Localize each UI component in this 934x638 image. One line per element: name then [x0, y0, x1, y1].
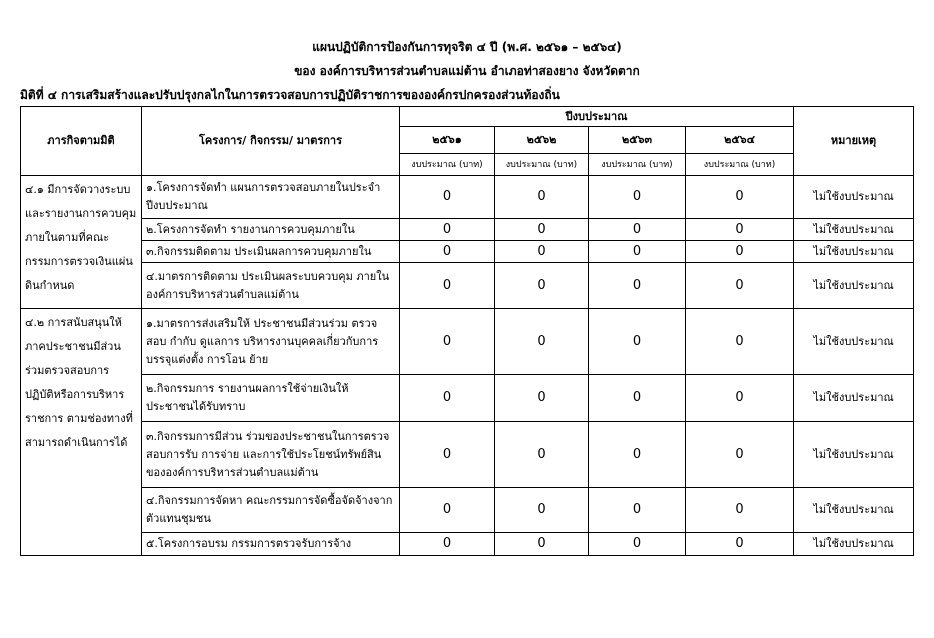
budget-value: 0: [686, 488, 794, 533]
table-row: [21, 176, 914, 219]
budget-value: 0: [589, 375, 686, 422]
budget-value: 0: [589, 176, 686, 219]
budget-value: 0: [495, 488, 589, 533]
budget-value: 0: [400, 533, 495, 556]
note-cell: ไม่ใช้งบประมาณ: [794, 533, 914, 556]
table-row: [21, 263, 914, 309]
table-row: [21, 219, 914, 241]
budget-value: 0: [589, 488, 686, 533]
budget-value: 0: [495, 375, 589, 422]
header-year: ๒๕๖๒: [495, 127, 589, 154]
header-year: ๒๕๖๑: [400, 127, 495, 154]
budget-value: 0: [400, 176, 495, 219]
project-cell: ๑.มาตรการส่งเสริมให้ ประชาชนมีส่วนร่วม ตรวจสอบ กำกับ ดูแลการ บริหารงานบุคคลเกี่ยวกับการ บรรจุแต่งตั้ง การโอน ย้าย: [142, 309, 400, 375]
document-subtitle: ของ องค์การบริหารส่วนตำบลแม่ต้าน อำเภอท่าสองยาง จังหวัดตาก: [294, 64, 640, 78]
header-budget-unit: งบประมาณ (บาท): [400, 154, 495, 176]
header-note: หมายเหตุ: [794, 107, 914, 176]
budget-value: 0: [495, 422, 589, 488]
budget-value: 0: [686, 375, 794, 422]
budget-value: 0: [495, 241, 589, 263]
note-cell: ไม่ใช้งบประมาณ: [794, 219, 914, 241]
table-row: [21, 533, 914, 556]
project-cell: ๕.โครงการอบรม กรรมการตรวจรับการจ้าง: [142, 533, 400, 556]
budget-value: 0: [495, 309, 589, 375]
budget-value: 0: [686, 219, 794, 241]
project-cell: ๓.กิจกรรมติดตาม ประเมินผลการควบคุมภายใน: [142, 241, 400, 263]
budget-value: 0: [686, 176, 794, 219]
header-project: โครงการ/ กิจกรรม/ มาตรการ: [142, 107, 400, 176]
budget-value: 0: [589, 422, 686, 488]
plan-table: [20, 106, 914, 556]
budget-value: 0: [400, 309, 495, 375]
table-row: [21, 375, 914, 422]
header-budget-unit: งบประมาณ (บาท): [495, 154, 589, 176]
project-cell: ๔.มาตรการติดตาม ประเมินผลระบบควบคุม ภายในองค์การบริหารส่วนตำบลแม่ต้าน: [142, 263, 400, 309]
budget-value: 0: [400, 241, 495, 263]
note-cell: ไม่ใช้งบประมาณ: [794, 176, 914, 219]
project-cell: ๒.โครงการจัดทำ รายงานการควบคุมภายใน: [142, 219, 400, 241]
note-cell: ไม่ใช้งบประมาณ: [794, 488, 914, 533]
table-row: [21, 309, 914, 375]
budget-value: 0: [589, 241, 686, 263]
header-budget-unit: งบประมาณ (บาท): [686, 154, 794, 176]
header-budget-unit: งบประมาณ (บาท): [589, 154, 686, 176]
budget-value: 0: [686, 309, 794, 375]
note-cell: ไม่ใช้งบประมาณ: [794, 241, 914, 263]
budget-value: 0: [400, 263, 495, 309]
dimension-heading: มิติที่ ๔ การเสริมสร้างและปรับปรุงกลไกในการตรวจสอบการปฏิบัติราชการขององค์กรปกครองส่วนท้องถิ่น: [20, 88, 560, 102]
header-activity: ภารกิจตามมิติ: [21, 107, 142, 176]
category-cell: ๔.๒ การสนับสนุนให้ภาคประชาชนมีส่วนร่วมตรวจสอบการปฏิบัติหรือการบริหารราชการ ตามช่องทางที่สามารถดำเนินการได้: [21, 309, 142, 556]
budget-value: 0: [589, 533, 686, 556]
header-year: ๒๕๖๓: [589, 127, 686, 154]
budget-value: 0: [400, 375, 495, 422]
header-year: ๒๕๖๔: [686, 127, 794, 154]
budget-value: 0: [686, 263, 794, 309]
category-cell: ๔.๑ มีการจัดวางระบบและรายงานการควบคุมภายในตามที่คณะกรรมการตรวจเงินแผ่นดินกำหนด: [21, 176, 142, 309]
project-cell: ๔.กิจกรรมการจัดหา คณะกรรมการจัดซื้อจัดจ้างจากตัวแทนชุมชน: [142, 488, 400, 533]
budget-value: 0: [686, 533, 794, 556]
budget-value: 0: [589, 309, 686, 375]
budget-value: 0: [400, 488, 495, 533]
budget-value: 0: [495, 219, 589, 241]
budget-value: 0: [686, 241, 794, 263]
budget-value: 0: [400, 422, 495, 488]
table-row: [21, 422, 914, 488]
table-row: [21, 241, 914, 263]
document-title: แผนปฏิบัติการป้องกันการทุจริต ๔ ปี (พ.ศ. ๒๕๖๑ – ๒๕๖๔): [312, 40, 622, 54]
project-cell: ๒.กิจกรรมการ รายงานผลการใช้จ่ายเงินให้ประชาชนได้รับทราบ: [142, 375, 400, 422]
note-cell: ไม่ใช้งบประมาณ: [794, 422, 914, 488]
budget-value: 0: [686, 422, 794, 488]
header-budget-year: ปีงบประมาณ: [400, 107, 794, 127]
budget-value: 0: [589, 263, 686, 309]
note-cell: ไม่ใช้งบประมาณ: [794, 263, 914, 309]
table-row: [21, 488, 914, 533]
budget-value: 0: [495, 176, 589, 219]
project-cell: ๓.กิจกรรมการมีส่วน ร่วมของประชาชนในการตรวจสอบการรับ การจ่าย และการใช้ประโยชน์ทรัพย์สิน ขององค์การบริหารส่วนตำบลแม่ต้าน: [142, 422, 400, 488]
budget-value: 0: [495, 533, 589, 556]
budget-value: 0: [589, 219, 686, 241]
note-cell: ไม่ใช้งบประมาณ: [794, 309, 914, 375]
note-cell: ไม่ใช้งบประมาณ: [794, 375, 914, 422]
budget-value: 0: [495, 263, 589, 309]
project-cell: ๑.โครงการจัดทำ แผนการตรวจสอบภายในประจำปีงบประมาณ: [142, 176, 400, 219]
budget-value: 0: [400, 219, 495, 241]
